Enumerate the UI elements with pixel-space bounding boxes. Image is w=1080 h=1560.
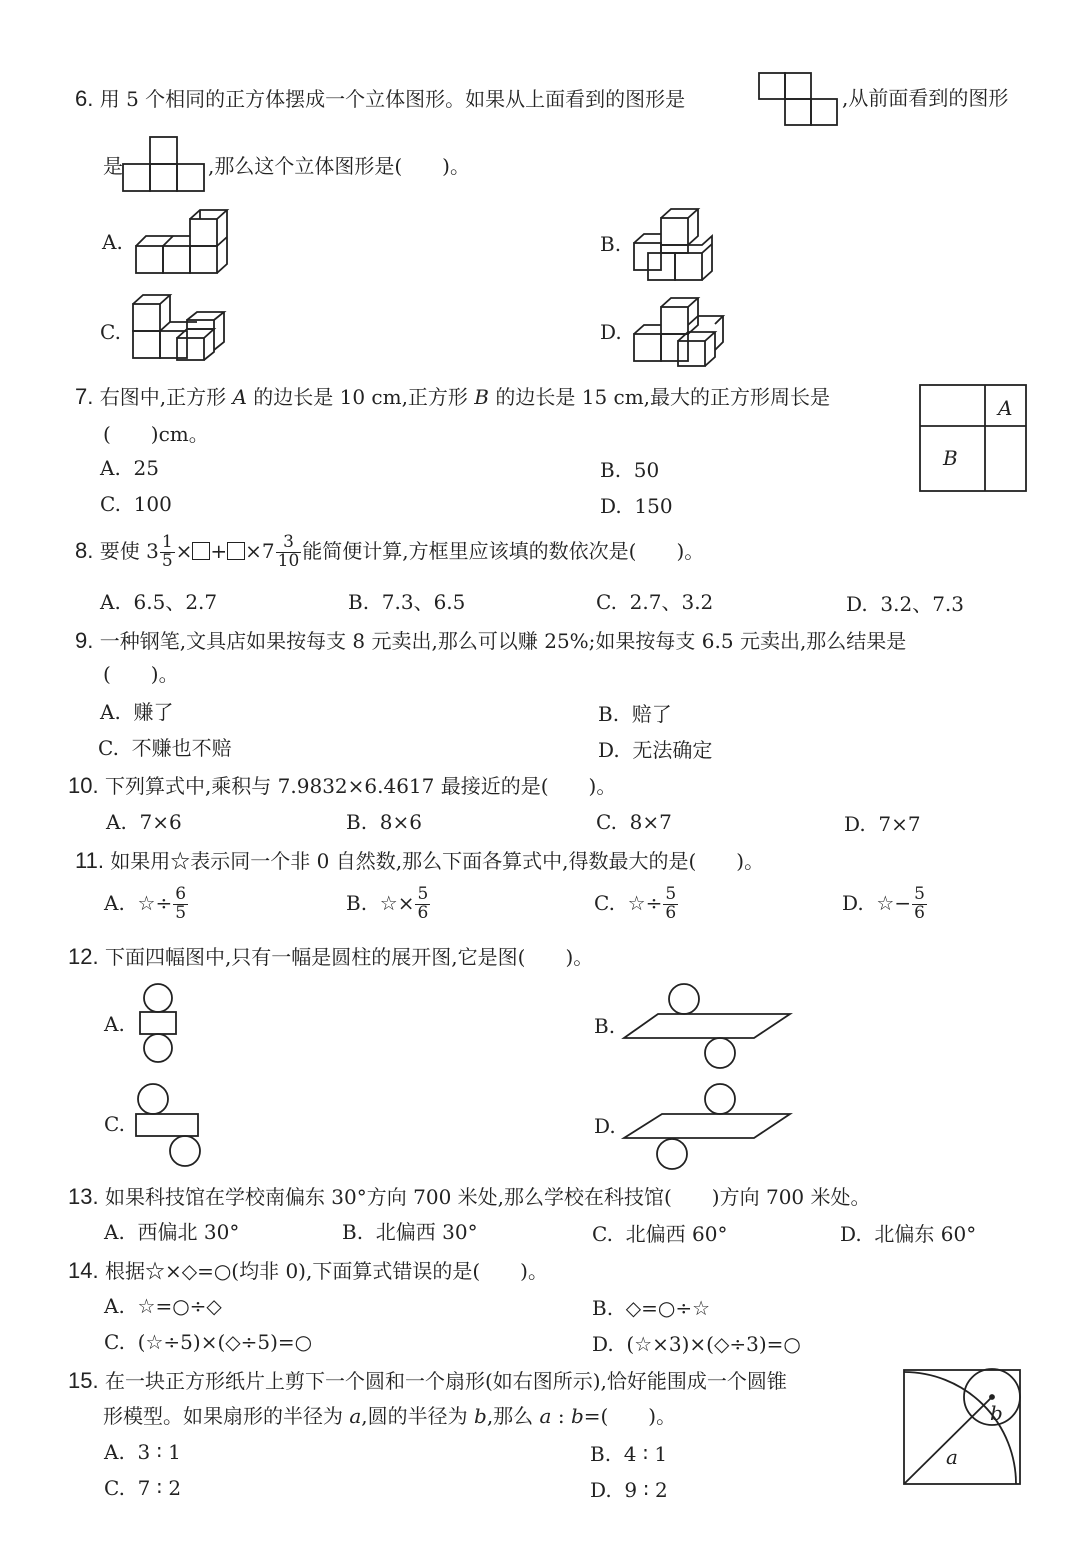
- q14-option-c: [104, 1332, 312, 1352]
- q6-text-d: ,那么这个立体图形是( )。: [208, 154, 470, 178]
- q6-option-d-label: D.: [600, 320, 622, 344]
- option-text: 3 ∶ 1: [137, 1440, 181, 1464]
- q7-var-b: B: [474, 385, 489, 409]
- q13-option-b: [342, 1222, 478, 1242]
- q7-option-b: [600, 460, 659, 480]
- option-text: (☆÷5)×(◇÷5)=○: [137, 1330, 313, 1354]
- option-text: 赚了: [133, 700, 174, 724]
- option-label: C.: [592, 1222, 613, 1246]
- option-label: A.: [104, 890, 125, 915]
- option-label: D.: [844, 812, 866, 836]
- q7-figure-label-a: A: [998, 396, 1013, 420]
- question-number: 14.: [68, 1258, 99, 1283]
- option-text: 7.3、6.5: [381, 590, 466, 614]
- q15-text-b: 形模型。如果扇形的半径为: [103, 1404, 350, 1428]
- q14-option-d: [592, 1334, 801, 1354]
- question-number: 10.: [68, 773, 99, 798]
- q9-option-a: [100, 702, 174, 722]
- option-label: C.: [104, 1476, 125, 1500]
- option-text: 8×7: [629, 810, 672, 834]
- q7-text-a: 右图中,正方形: [99, 385, 233, 409]
- question-number: 6.: [75, 86, 94, 111]
- option-text: 150: [634, 494, 673, 518]
- denominator: 5: [161, 550, 173, 571]
- q15-option-b: [590, 1444, 667, 1464]
- q9-line1: [75, 630, 906, 652]
- q12-option-c-label: C.: [104, 1112, 125, 1136]
- question-number: 9.: [75, 628, 94, 653]
- q7-line1: [75, 386, 830, 408]
- option-label: B.: [346, 890, 368, 915]
- option-text: ☆=○÷◇: [137, 1294, 222, 1318]
- q12-line1: [68, 946, 593, 968]
- q11-option-d: [842, 886, 928, 923]
- denominator: 6: [417, 902, 429, 923]
- q8-option-a: [100, 592, 217, 612]
- q11-line1: [75, 850, 764, 872]
- q8-option-d: [846, 594, 964, 614]
- q6-option-b-cubes: [630, 206, 718, 284]
- option-label: A.: [104, 1294, 125, 1318]
- denominator: 10: [277, 550, 300, 571]
- q6-option-d-cubes: [630, 294, 726, 370]
- q9-option-d: [598, 740, 712, 760]
- option-label: B.: [348, 590, 370, 614]
- q15-text-f: =( )。: [583, 1404, 677, 1428]
- q12-option-b-net: [622, 982, 794, 1072]
- option-label: A.: [106, 810, 127, 834]
- option-label: C.: [594, 890, 615, 915]
- q13-option-c: [592, 1224, 727, 1244]
- q14-line1: [68, 1260, 548, 1282]
- q15-var-d: b: [570, 1404, 584, 1428]
- option-text: ☆÷: [627, 890, 663, 915]
- q13-option-a: [104, 1222, 239, 1242]
- option-text: ☆×: [379, 890, 415, 915]
- option-text: 北偏西 30°: [375, 1220, 478, 1244]
- q8-option-c: [596, 592, 713, 612]
- q7-option-a: [100, 458, 159, 478]
- option-text: 无法确定: [632, 738, 713, 762]
- q8-option-b: [348, 592, 465, 612]
- option-text: ◇=○÷☆: [625, 1296, 711, 1320]
- denominator: 6: [665, 902, 677, 923]
- option-label: C.: [98, 736, 119, 760]
- q7-text-c: 的边长是 15 cm,最大的正方形周长是: [489, 385, 831, 409]
- option-text: 4 ∶ 1: [623, 1442, 668, 1466]
- q15-option-c: [104, 1478, 181, 1498]
- option-label: B.: [590, 1442, 612, 1466]
- q8-text-d: ×7: [245, 538, 275, 563]
- q15-var-b: b: [474, 1404, 487, 1428]
- option-text: 西偏北 30°: [137, 1220, 240, 1244]
- denominator: 5: [175, 902, 187, 923]
- q8-text-e: 能简便计算,方框里应该填的数依次是( )。: [302, 538, 705, 563]
- q11-text: 如果用☆表示同一个非 0 自然数,那么下面各算式中,得数最大的是( )。: [110, 849, 765, 873]
- option-text: 9 ∶ 2: [624, 1478, 668, 1502]
- q12-option-c-net: [134, 1082, 206, 1166]
- q13-line1: [68, 1186, 871, 1208]
- question-number: 15.: [68, 1368, 99, 1393]
- q15-option-d: [590, 1480, 668, 1500]
- q15-var-c: a: [539, 1404, 552, 1428]
- question-number: 7.: [75, 384, 94, 409]
- q12-option-d-label: D.: [594, 1114, 616, 1138]
- question-number: 8.: [75, 537, 94, 563]
- option-label: C.: [100, 492, 121, 516]
- option-fraction: [415, 886, 430, 923]
- q12-option-a-net: [138, 982, 180, 1066]
- q8-text-a: 要使 3: [99, 538, 159, 563]
- question-number: 13.: [68, 1184, 99, 1209]
- option-text: ☆÷: [137, 890, 173, 915]
- q6-option-a-cubes: [134, 208, 230, 276]
- q8-fraction-2: [276, 534, 302, 571]
- q15-figure-label-b: b: [990, 1401, 1003, 1425]
- q9-text-a: 一种钢笔,文具店如果按每支 8 元卖出,那么可以赚 25%;如果按每支 6.5 元卖出,那么结果是: [99, 629, 907, 653]
- q7-figure-label-b: B: [943, 446, 958, 470]
- option-label: B.: [342, 1220, 364, 1244]
- q8-fraction-1: [160, 534, 175, 571]
- q7-squares-figure: [918, 383, 1030, 495]
- q6-option-c-label: C.: [100, 320, 121, 344]
- option-label: A.: [100, 590, 121, 614]
- option-label: D.: [842, 890, 864, 915]
- option-label: D.: [598, 738, 620, 762]
- q8-line1: [75, 534, 704, 571]
- q6-front-view-figure: [122, 136, 206, 192]
- option-text: 25: [133, 456, 159, 480]
- option-label: B.: [592, 1296, 614, 1320]
- option-fraction: [173, 886, 188, 923]
- numerator: 1: [161, 532, 173, 552]
- numerator: 5: [914, 884, 925, 904]
- q8-text-b: ×: [175, 538, 193, 563]
- q7-line2: ( )cm。: [103, 422, 209, 446]
- option-text: 北偏西 60°: [625, 1222, 728, 1246]
- q12-option-a-label: A.: [104, 1012, 125, 1036]
- option-label: A.: [100, 456, 121, 480]
- option-label: C.: [104, 1330, 125, 1354]
- question-number: 11.: [75, 848, 104, 873]
- q10-option-a: [106, 812, 182, 832]
- option-text: 7×6: [139, 810, 182, 834]
- q6-line1: [75, 88, 685, 110]
- blank-box: [192, 542, 210, 560]
- option-label: C.: [596, 810, 617, 834]
- q11-option-b: [346, 886, 431, 923]
- q15-var-a: a: [349, 1404, 362, 1428]
- q6-text-b: ,从前面看到的图形: [842, 86, 1009, 110]
- q6-option-a-label: A.: [102, 230, 123, 254]
- question-number: 12.: [68, 944, 99, 969]
- q13-text: 如果科技馆在学校南偏东 30°方向 700 米处,那么学校在科技馆( )方向 700 米处。: [104, 1185, 871, 1209]
- blank-box: [227, 542, 245, 560]
- q15-text-a: 在一块正方形纸片上剪下一个圆和一个扇形(如右图所示),恰好能围成一个圆锥: [104, 1369, 787, 1393]
- q9-option-b: [598, 704, 672, 724]
- option-text: 赔了: [631, 702, 672, 726]
- q10-option-d: [844, 814, 921, 834]
- q15-cone-net-figure: [902, 1368, 1024, 1488]
- q11-option-a: [104, 886, 189, 923]
- q15-text-e: :: [551, 1404, 571, 1428]
- numerator: 5: [417, 884, 429, 904]
- numerator: 3: [276, 534, 302, 553]
- option-text: 3.2、7.3: [880, 592, 965, 616]
- option-label: A.: [100, 700, 121, 724]
- option-label: D.: [846, 592, 868, 616]
- q6-top-view-figure: [758, 72, 840, 128]
- option-label: A.: [104, 1440, 125, 1464]
- q9-option-c: [98, 738, 232, 758]
- option-label: D.: [840, 1222, 862, 1246]
- q12-text: 下面四幅图中,只有一幅是圆柱的展开图,它是图( )。: [104, 945, 594, 969]
- q13-option-d: [840, 1224, 976, 1244]
- q15-option-a: [104, 1442, 181, 1462]
- q10-option-c: [596, 812, 672, 832]
- option-label: D.: [592, 1332, 614, 1356]
- q7-text-b: 的边长是 10 cm,正方形: [246, 385, 475, 409]
- option-text: 不赚也不赔: [131, 736, 232, 760]
- q6-option-b-label: B.: [600, 232, 622, 256]
- option-fraction: [663, 886, 678, 923]
- option-fraction: [912, 886, 927, 923]
- option-text: 北偏东 60°: [874, 1222, 977, 1246]
- denominator: 6: [914, 902, 925, 923]
- option-text: 100: [133, 492, 172, 516]
- q12-option-b-label: B.: [594, 1014, 616, 1038]
- q8-text-c: +: [210, 538, 228, 563]
- q6-text-a: 用 5 个相同的正方体摆成一个立体图形。如果从上面看到的图形是: [99, 87, 686, 111]
- option-text: 7×7: [878, 812, 921, 836]
- q7-option-d: [600, 496, 673, 516]
- option-label: C.: [596, 590, 617, 614]
- q15-line1: [68, 1370, 787, 1392]
- q15-text-c: ,圆的半径为: [361, 1404, 475, 1428]
- option-label: D.: [590, 1478, 612, 1502]
- option-text: (☆×3)×(◇÷3)=○: [626, 1332, 801, 1356]
- q15-line2: [103, 1406, 676, 1426]
- q11-option-c: [594, 886, 679, 923]
- q6-line2-start: 是: [103, 154, 123, 178]
- q14-option-b: [592, 1298, 710, 1318]
- option-text: ☆−: [876, 890, 912, 915]
- q12-option-d-net: [622, 1082, 794, 1174]
- option-label: B.: [600, 458, 622, 482]
- option-text: 50: [633, 458, 660, 482]
- option-text: 2.7、3.2: [629, 590, 714, 614]
- q7-var-a: A: [232, 385, 247, 409]
- q14-text: 根据☆×◇=○(均非 0),下面算式错误的是( )。: [104, 1259, 548, 1283]
- q15-figure-label-a: a: [946, 1445, 958, 1469]
- option-label: B.: [598, 702, 620, 726]
- q10-option-b: [346, 812, 422, 832]
- option-label: A.: [104, 1220, 125, 1244]
- option-label: D.: [600, 494, 622, 518]
- option-text: 7 ∶ 2: [137, 1476, 182, 1500]
- q7-option-c: [100, 494, 172, 514]
- q9-line2: ( )。: [103, 662, 179, 686]
- q14-option-a: [104, 1296, 222, 1316]
- q6-option-c-cubes: [131, 292, 227, 364]
- q10-text: 下列算式中,乘积与 7.9832×6.4617 最接近的是( )。: [104, 774, 617, 798]
- q15-text-d: ,那么: [486, 1404, 540, 1428]
- numerator: 6: [175, 884, 187, 904]
- q10-line1: [68, 775, 616, 797]
- numerator: 5: [665, 884, 677, 904]
- option-label: B.: [346, 810, 368, 834]
- option-text: 8×6: [379, 810, 422, 834]
- option-text: 6.5、2.7: [133, 590, 218, 614]
